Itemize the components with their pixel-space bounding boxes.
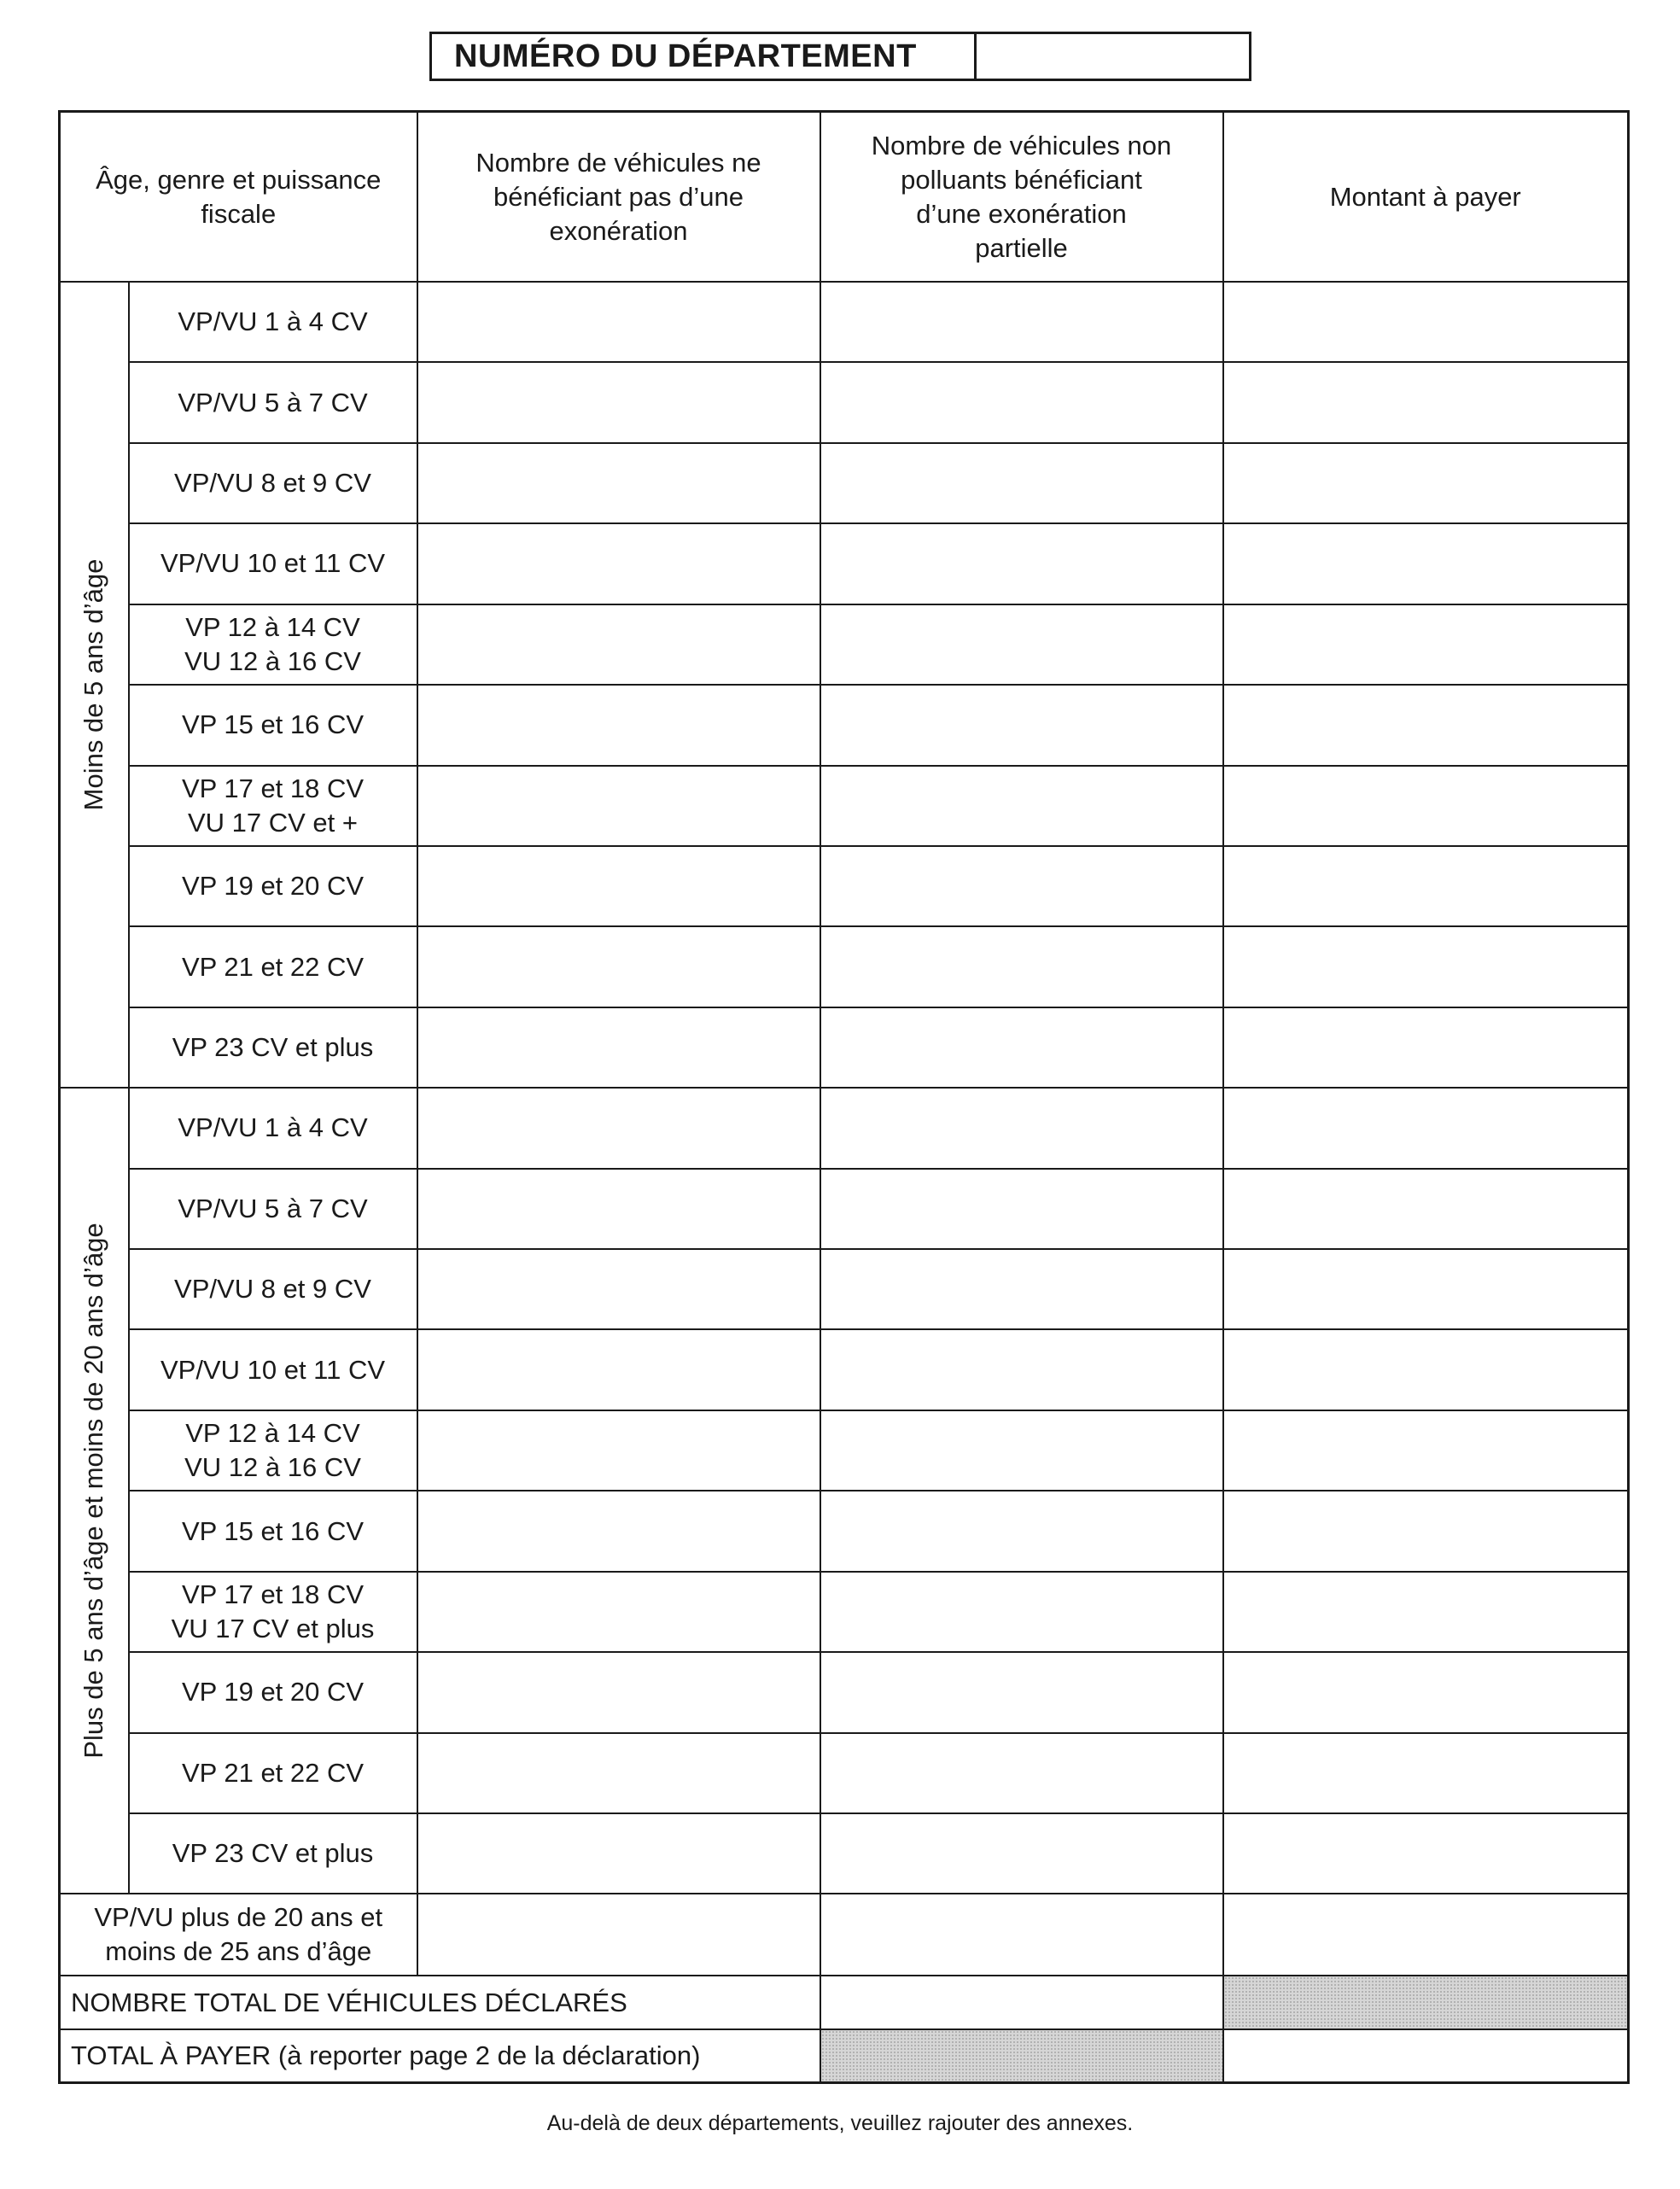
table-row: [60, 604, 1629, 685]
department-number-field[interactable]: [977, 34, 1249, 79]
department-number-label: NUMÉRO DU DÉPARTEMENT: [432, 34, 977, 79]
non-exempt-count-cell[interactable]: [417, 1007, 820, 1088]
non-exempt-count-cell[interactable]: [417, 1088, 820, 1168]
partial-exemption-count-cell[interactable]: [820, 926, 1223, 1007]
partial-exemption-count-cell[interactable]: [820, 1169, 1223, 1249]
partial-exemption-count-cell[interactable]: [820, 1894, 1223, 1975]
row-label: VP/VU plus de 20 ans et moins de 25 ans d’âge: [60, 1894, 417, 1975]
table-row: [60, 846, 1629, 926]
table-row: [60, 1088, 1629, 1168]
total-to-pay-amount-cell[interactable]: [1223, 2029, 1629, 2082]
power-category-label: VP 12 à 14 CV VU 12 à 16 CV: [129, 1410, 417, 1491]
table-header-row: [60, 112, 1629, 283]
partial-exemption-count-cell[interactable]: [820, 1733, 1223, 1813]
amount-due-cell[interactable]: [1223, 523, 1629, 604]
amount-due-cell[interactable]: [1223, 1652, 1629, 1732]
table-row: [60, 1491, 1629, 1571]
department-number-box: [429, 32, 1251, 81]
non-exempt-count-cell[interactable]: [417, 1329, 820, 1410]
shaded-disabled-cell: [1223, 1976, 1629, 2029]
amount-due-cell[interactable]: [1223, 282, 1629, 362]
table-row: [60, 282, 1629, 362]
partial-exemption-count-cell[interactable]: [820, 443, 1223, 523]
non-exempt-count-cell[interactable]: [417, 1491, 820, 1571]
power-category-label: VP 12 à 14 CV VU 12 à 16 CV: [129, 604, 417, 685]
total-vehicles-row: [60, 1976, 1629, 2029]
power-category-label: VP 21 et 22 CV: [129, 1733, 417, 1813]
table-row: [60, 1410, 1629, 1491]
partial-exemption-count-cell[interactable]: [820, 362, 1223, 442]
table-row: [60, 523, 1629, 604]
amount-due-cell[interactable]: [1223, 1329, 1629, 1410]
power-category-label: VP/VU 8 et 9 CV: [129, 1249, 417, 1329]
non-exempt-count-cell[interactable]: [417, 1894, 820, 1975]
power-category-label: VP 19 et 20 CV: [129, 1652, 417, 1732]
amount-due-cell[interactable]: [1223, 1007, 1629, 1088]
footnote: Au-delà de deux départements, veuillez rajouter des annexes.: [546, 2111, 1134, 2135]
table-row: [60, 1169, 1629, 1249]
non-exempt-count-cell[interactable]: [417, 1813, 820, 1894]
amount-due-cell[interactable]: [1223, 1410, 1629, 1491]
partial-exemption-count-cell[interactable]: [820, 846, 1223, 926]
header-non-exempt-count: Nombre de véhicules ne bénéficiant pas d’une exonération: [417, 112, 820, 283]
partial-exemption-count-cell[interactable]: [820, 282, 1223, 362]
table-row: [60, 926, 1629, 1007]
table-row: [60, 1652, 1629, 1732]
power-category-label: VP/VU 1 à 4 CV: [129, 282, 417, 362]
non-exempt-count-cell[interactable]: [417, 1249, 820, 1329]
power-category-label: VP 15 et 16 CV: [129, 685, 417, 765]
partial-exemption-count-cell[interactable]: [820, 685, 1223, 765]
amount-due-cell[interactable]: [1223, 926, 1629, 1007]
amount-due-cell[interactable]: [1223, 766, 1629, 846]
non-exempt-count-cell[interactable]: [417, 1410, 820, 1491]
amount-due-cell[interactable]: [1223, 443, 1629, 523]
partial-exemption-count-cell[interactable]: [820, 766, 1223, 846]
non-exempt-count-cell[interactable]: [417, 523, 820, 604]
group-label-under-5-years: [60, 282, 129, 1088]
amount-due-cell[interactable]: [1223, 1894, 1629, 1975]
group-label-text: Plus de 5 ans d’âge et moins de 20 ans d’âge: [79, 1223, 109, 1759]
non-exempt-count-cell[interactable]: [417, 1652, 820, 1732]
table-row: [60, 1249, 1629, 1329]
table-row-over-20-years: [60, 1894, 1629, 1975]
partial-exemption-count-cell[interactable]: [820, 1007, 1223, 1088]
power-category-label: VP 21 et 22 CV: [129, 926, 417, 1007]
table-row: [60, 1733, 1629, 1813]
non-exempt-count-cell[interactable]: [417, 685, 820, 765]
total-to-pay-label: TOTAL À PAYER (à reporter page 2 de la déclaration): [60, 2029, 820, 2082]
amount-due-cell[interactable]: [1223, 1572, 1629, 1652]
partial-exemption-count-cell[interactable]: [820, 1813, 1223, 1894]
amount-due-cell[interactable]: [1223, 846, 1629, 926]
total-vehicles-label: NOMBRE TOTAL DE VÉHICULES DÉCLARÉS: [60, 1976, 820, 2029]
amount-due-cell[interactable]: [1223, 1733, 1629, 1813]
non-exempt-count-cell[interactable]: [417, 282, 820, 362]
table-row: [60, 1329, 1629, 1410]
amount-due-cell[interactable]: [1223, 604, 1629, 685]
partial-exemption-count-cell[interactable]: [820, 1088, 1223, 1168]
total-to-pay-row: [60, 2029, 1629, 2082]
vehicle-declaration-table: [58, 110, 1630, 2084]
non-exempt-count-cell[interactable]: [417, 362, 820, 442]
table-row: [60, 443, 1629, 523]
power-category-label: VP 23 CV et plus: [129, 1007, 417, 1088]
non-exempt-count-cell[interactable]: [417, 1572, 820, 1652]
power-category-label: VP 17 et 18 CV VU 17 CV et +: [129, 766, 417, 846]
power-category-label: VP 17 et 18 CV VU 17 CV et plus: [129, 1572, 417, 1652]
partial-exemption-count-cell[interactable]: [820, 523, 1223, 604]
non-exempt-count-cell[interactable]: [417, 846, 820, 926]
partial-exemption-count-cell[interactable]: [820, 1410, 1223, 1491]
power-category-label: VP/VU 10 et 11 CV: [129, 1329, 417, 1410]
non-exempt-count-cell[interactable]: [417, 1169, 820, 1249]
table-row: [60, 1572, 1629, 1652]
partial-exemption-count-cell[interactable]: [820, 1329, 1223, 1410]
partial-exemption-count-cell[interactable]: [820, 1249, 1223, 1329]
amount-due-cell[interactable]: [1223, 1249, 1629, 1329]
non-exempt-count-cell[interactable]: [417, 443, 820, 523]
power-category-label: VP/VU 10 et 11 CV: [129, 523, 417, 604]
non-exempt-count-cell[interactable]: [417, 604, 820, 685]
power-category-label: VP 15 et 16 CV: [129, 1491, 417, 1571]
total-vehicles-count-cell[interactable]: [820, 1976, 1223, 2029]
group-label-5-to-20-years: [60, 1088, 129, 1894]
table-row: [60, 362, 1629, 442]
table-row: [60, 685, 1629, 765]
power-category-label: VP 19 et 20 CV: [129, 846, 417, 926]
header-partial-exemption-count: Nombre de véhicules non polluants bénéficiant d’une exonération partielle: [820, 112, 1223, 283]
shaded-disabled-cell: [820, 2029, 1223, 2082]
non-exempt-count-cell[interactable]: [417, 1733, 820, 1813]
amount-due-cell[interactable]: [1223, 1088, 1629, 1168]
group-label-text: Moins de 5 ans d’âge: [79, 558, 109, 811]
header-amount-due: Montant à payer: [1223, 112, 1629, 283]
partial-exemption-count-cell[interactable]: [820, 1491, 1223, 1571]
power-category-label: VP/VU 5 à 7 CV: [129, 362, 417, 442]
amount-due-cell[interactable]: [1223, 685, 1629, 765]
amount-due-cell[interactable]: [1223, 362, 1629, 442]
non-exempt-count-cell[interactable]: [417, 926, 820, 1007]
header-age-category: Âge, genre et puissance fiscale: [60, 112, 417, 283]
table-row: [60, 1813, 1629, 1894]
amount-due-cell[interactable]: [1223, 1491, 1629, 1571]
partial-exemption-count-cell[interactable]: [820, 1572, 1223, 1652]
amount-due-cell[interactable]: [1223, 1169, 1629, 1249]
power-category-label: VP/VU 5 à 7 CV: [129, 1169, 417, 1249]
power-category-label: VP 23 CV et plus: [129, 1813, 417, 1894]
table-row: [60, 1007, 1629, 1088]
partial-exemption-count-cell[interactable]: [820, 604, 1223, 685]
partial-exemption-count-cell[interactable]: [820, 1652, 1223, 1732]
power-category-label: VP/VU 8 et 9 CV: [129, 443, 417, 523]
power-category-label: VP/VU 1 à 4 CV: [129, 1088, 417, 1168]
amount-due-cell[interactable]: [1223, 1813, 1629, 1894]
table-row: [60, 766, 1629, 846]
non-exempt-count-cell[interactable]: [417, 766, 820, 846]
